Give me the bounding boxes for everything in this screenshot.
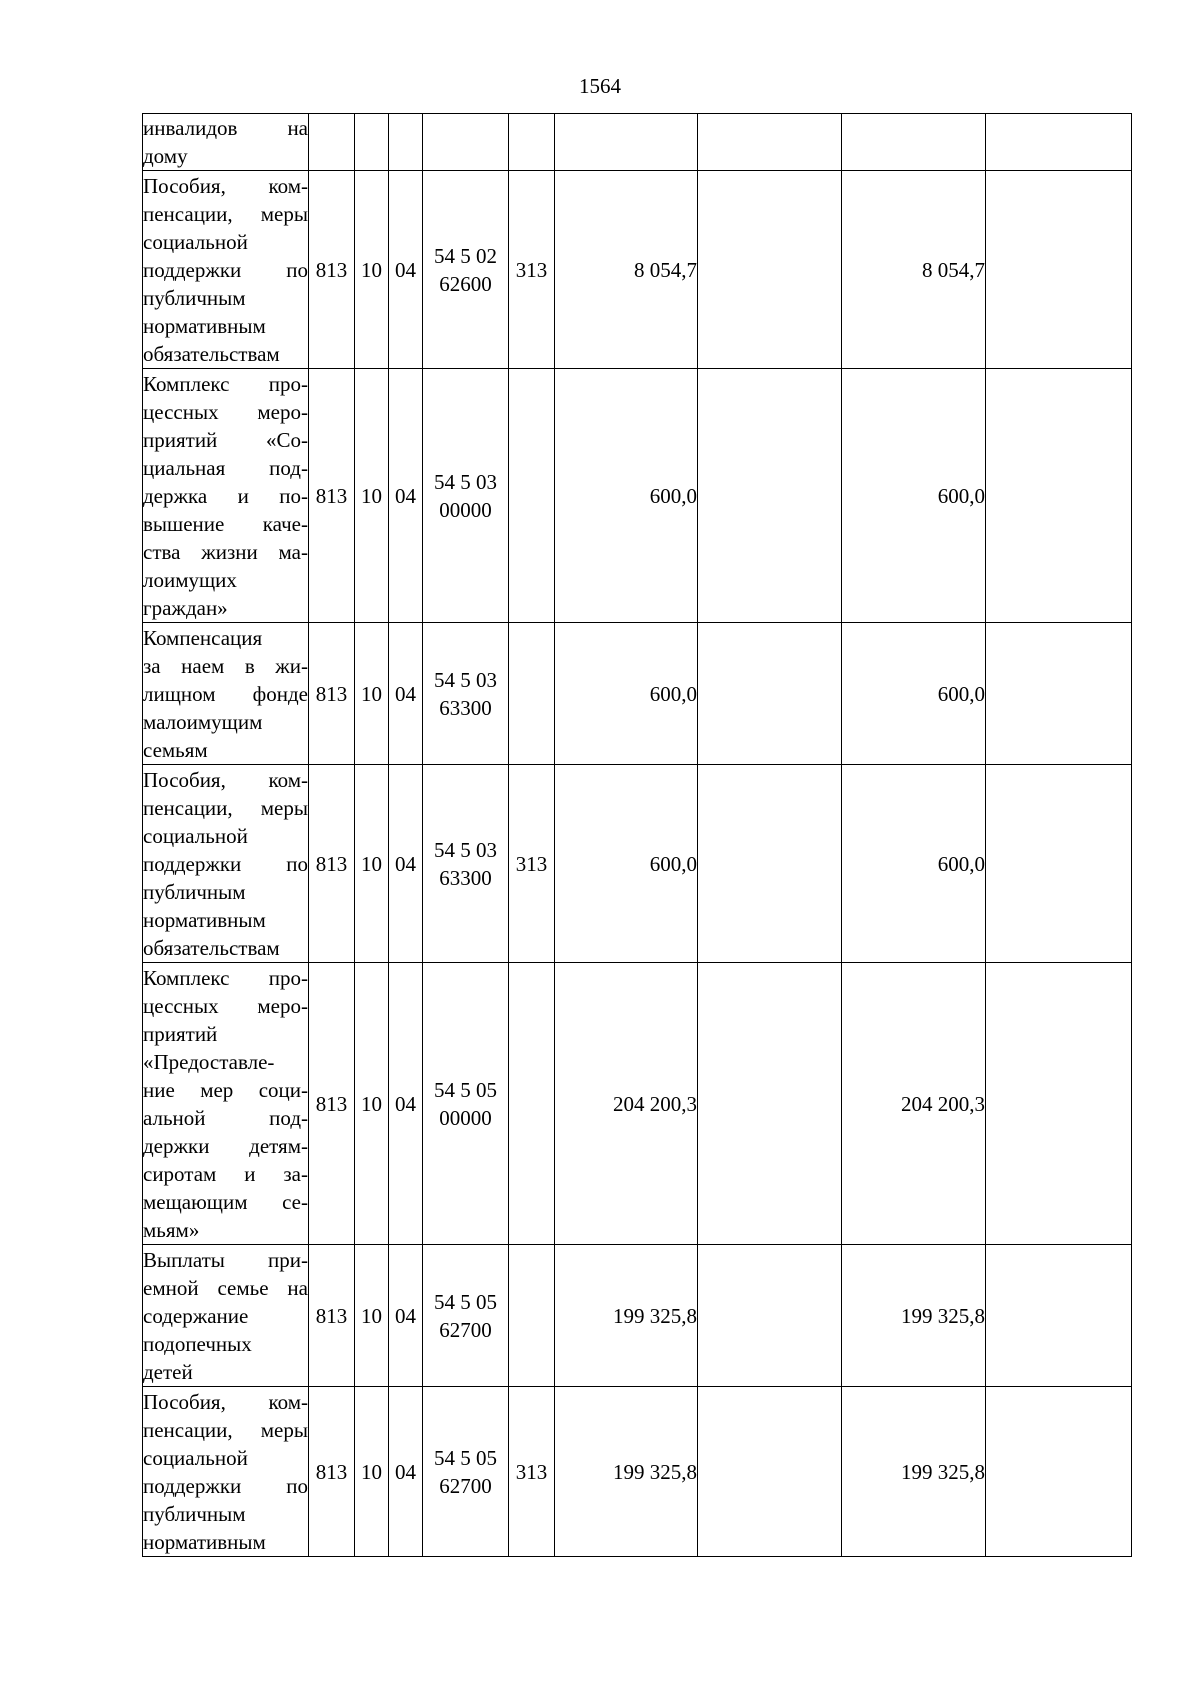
row-name-cell — [143, 765, 309, 963]
target-article-cell — [423, 765, 509, 963]
row-name-line: публичным — [143, 879, 246, 904]
section-code-cell: 10 — [355, 1387, 389, 1557]
amount-cell-4 — [986, 114, 1132, 171]
target-article-cell — [423, 369, 509, 623]
ministry-code-cell: 813 — [309, 623, 355, 765]
amount-cell-4 — [986, 1387, 1132, 1557]
ministry-code-cell: 813 — [309, 369, 355, 623]
expense-type-cell — [509, 623, 555, 765]
table-body — [143, 114, 1132, 1557]
subsection-code-cell: 04 — [389, 623, 423, 765]
section-code-cell: 10 — [355, 171, 389, 369]
row-name-line: социальной — [143, 823, 248, 848]
row-name-line: детей — [143, 1359, 193, 1384]
expense-type-cell — [509, 963, 555, 1245]
ministry-code-cell: 813 — [309, 171, 355, 369]
row-name-line: граждан» — [143, 595, 228, 620]
row-name-line: обязательствам — [143, 935, 280, 960]
amount-cell-4 — [986, 623, 1132, 765]
target-article-cell — [423, 114, 509, 171]
row-name-line: поддержки по — [143, 1473, 308, 1498]
target-article-cell — [423, 171, 509, 369]
ministry-code-cell: 813 — [309, 1245, 355, 1387]
section-code-cell: 10 — [355, 369, 389, 623]
budget-table — [142, 113, 1132, 1557]
table-row — [143, 171, 1132, 369]
row-name-line: пенсации, меры — [143, 201, 308, 226]
table-row — [143, 114, 1132, 171]
row-name-line: нормативным — [143, 1529, 266, 1554]
expense-type-cell — [509, 369, 555, 623]
amount-cell-1: 600,0 — [555, 765, 698, 963]
target-article-line: 54 5 05 — [434, 1289, 497, 1314]
amount-cell-2 — [698, 1245, 842, 1387]
amount-cell-3: 600,0 — [842, 765, 986, 963]
amount-cell-3: 600,0 — [842, 623, 986, 765]
expense-type-cell: 313 — [509, 765, 555, 963]
page-number: 1564 — [579, 74, 621, 98]
row-name-line: подопечных — [143, 1331, 252, 1356]
row-name-line: пенсации, меры — [143, 795, 308, 820]
row-name-line: мещающим се- — [143, 1189, 308, 1214]
amount-cell-2 — [698, 369, 842, 623]
target-article-line: 54 5 05 — [434, 1445, 497, 1470]
table-row — [143, 1387, 1132, 1557]
row-name-line: нормативным — [143, 907, 266, 932]
amount-cell-2 — [698, 171, 842, 369]
table-row — [143, 369, 1132, 623]
row-name-line: приятий «Со- — [143, 427, 308, 452]
expense-type-cell: 313 — [509, 171, 555, 369]
row-name-line: публичным — [143, 1501, 246, 1526]
expense-type-cell — [509, 1245, 555, 1387]
amount-cell-2 — [698, 963, 842, 1245]
target-article-line: 00000 — [439, 1105, 492, 1130]
amount-cell-2 — [698, 765, 842, 963]
section-code-cell: 10 — [355, 1245, 389, 1387]
subsection-code-cell — [389, 114, 423, 171]
amount-cell-1: 199 325,8 — [555, 1245, 698, 1387]
row-name-line: Комплекс про- — [143, 965, 308, 990]
amount-cell-1: 204 200,3 — [555, 963, 698, 1245]
amount-cell-4 — [986, 963, 1132, 1245]
row-name-line: социальной — [143, 1445, 248, 1470]
amount-cell-2 — [698, 623, 842, 765]
row-name-cell — [143, 114, 309, 171]
row-name-line: за наем в жи- — [143, 653, 308, 678]
row-name-line: поддержки по — [143, 257, 308, 282]
row-name-line: цессных меро- — [143, 993, 308, 1018]
target-article-line: 00000 — [439, 497, 492, 522]
table-row — [143, 1245, 1132, 1387]
row-name-cell — [143, 369, 309, 623]
amount-cell-3: 204 200,3 — [842, 963, 986, 1245]
ministry-code-cell: 813 — [309, 765, 355, 963]
amount-cell-3: 199 325,8 — [842, 1387, 986, 1557]
target-article-line: 54 5 03 — [434, 667, 497, 692]
amount-cell-2 — [698, 114, 842, 171]
expense-type-cell: 313 — [509, 1387, 555, 1557]
row-name-line: нормативным — [143, 313, 266, 338]
target-article-line: 63300 — [439, 695, 492, 720]
row-name-line: Пособия, ком- — [143, 1389, 308, 1414]
subsection-code-cell: 04 — [389, 765, 423, 963]
table-row — [143, 963, 1132, 1245]
section-code-cell: 10 — [355, 765, 389, 963]
amount-cell-3: 600,0 — [842, 369, 986, 623]
row-name-line: ние мер соци- — [143, 1077, 308, 1102]
subsection-code-cell: 04 — [389, 1387, 423, 1557]
row-name-cell — [143, 963, 309, 1245]
target-article-line: 62600 — [439, 271, 492, 296]
subsection-code-cell: 04 — [389, 1245, 423, 1387]
row-name-line: поддержки по — [143, 851, 308, 876]
row-name-line: приятий — [143, 1021, 218, 1046]
table-row — [143, 765, 1132, 963]
amount-cell-3: 8 054,7 — [842, 171, 986, 369]
row-name-line: лищном фонде — [143, 681, 308, 706]
row-name-line: ства жизни ма- — [143, 539, 308, 564]
target-article-line: 54 5 03 — [434, 469, 497, 494]
row-name-line: публичным — [143, 285, 246, 310]
row-name-line: малоимущим — [143, 709, 263, 734]
row-name-line: Пособия, ком- — [143, 767, 308, 792]
row-name-line: циальная под- — [143, 455, 308, 480]
row-name-line: Комплекс про- — [143, 371, 308, 396]
amount-cell-4 — [986, 171, 1132, 369]
amount-cell-1: 600,0 — [555, 623, 698, 765]
amount-cell-3: 199 325,8 — [842, 1245, 986, 1387]
row-name-line: семьям — [143, 737, 208, 762]
row-name-line: держки детям- — [143, 1133, 308, 1158]
target-article-line: 62700 — [439, 1473, 492, 1498]
ministry-code-cell: 813 — [309, 963, 355, 1245]
amount-cell-3 — [842, 114, 986, 171]
row-name-line: лоимущих — [143, 567, 237, 592]
table-row — [143, 623, 1132, 765]
amount-cell-1: 199 325,8 — [555, 1387, 698, 1557]
section-code-cell — [355, 114, 389, 171]
subsection-code-cell: 04 — [389, 171, 423, 369]
amount-cell-1: 8 054,7 — [555, 171, 698, 369]
row-name-line: Компенсация — [143, 625, 263, 650]
row-name-line: Пособия, ком- — [143, 173, 308, 198]
row-name-line: «Предоставле- — [143, 1049, 275, 1074]
subsection-code-cell: 04 — [389, 369, 423, 623]
row-name-line: держка и по- — [143, 483, 308, 508]
target-article-cell — [423, 623, 509, 765]
target-article-cell — [423, 1387, 509, 1557]
ministry-code-cell: 813 — [309, 1387, 355, 1557]
row-name-line: емной семье на — [143, 1275, 308, 1300]
row-name-cell — [143, 1387, 309, 1557]
section-code-cell: 10 — [355, 963, 389, 1245]
ministry-code-cell — [309, 114, 355, 171]
row-name-line: сиротам и за- — [143, 1161, 308, 1186]
subsection-code-cell: 04 — [389, 963, 423, 1245]
target-article-cell — [423, 1245, 509, 1387]
target-article-line: 54 5 05 — [434, 1077, 497, 1102]
amount-cell-4 — [986, 1245, 1132, 1387]
row-name-line: мьям» — [143, 1217, 200, 1242]
amount-cell-1: 600,0 — [555, 369, 698, 623]
row-name-line: пенсации, меры — [143, 1417, 308, 1442]
row-name-line: альной под- — [143, 1105, 308, 1130]
row-name-line: инвалидов на — [143, 116, 308, 140]
section-code-cell: 10 — [355, 623, 389, 765]
row-name-cell — [143, 623, 309, 765]
row-name-line: цессных меро- — [143, 399, 308, 424]
target-article-line: 54 5 03 — [434, 837, 497, 862]
row-name-line: обязательствам — [143, 341, 280, 366]
amount-cell-1 — [555, 114, 698, 171]
target-article-line: 62700 — [439, 1317, 492, 1342]
amount-cell-4 — [986, 765, 1132, 963]
row-name-cell — [143, 1245, 309, 1387]
target-article-line: 63300 — [439, 865, 492, 890]
row-name-cell — [143, 171, 309, 369]
row-name-line: социальной — [143, 229, 248, 254]
amount-cell-4 — [986, 369, 1132, 623]
expense-type-cell — [509, 114, 555, 171]
row-name-line: содержание — [143, 1303, 249, 1328]
amount-cell-2 — [698, 1387, 842, 1557]
target-article-cell — [423, 963, 509, 1245]
row-name-line: Выплаты при- — [143, 1247, 308, 1272]
target-article-line: 54 5 02 — [434, 243, 497, 268]
row-name-line: вышение каче- — [143, 511, 308, 536]
row-name-line: дому — [143, 144, 188, 168]
